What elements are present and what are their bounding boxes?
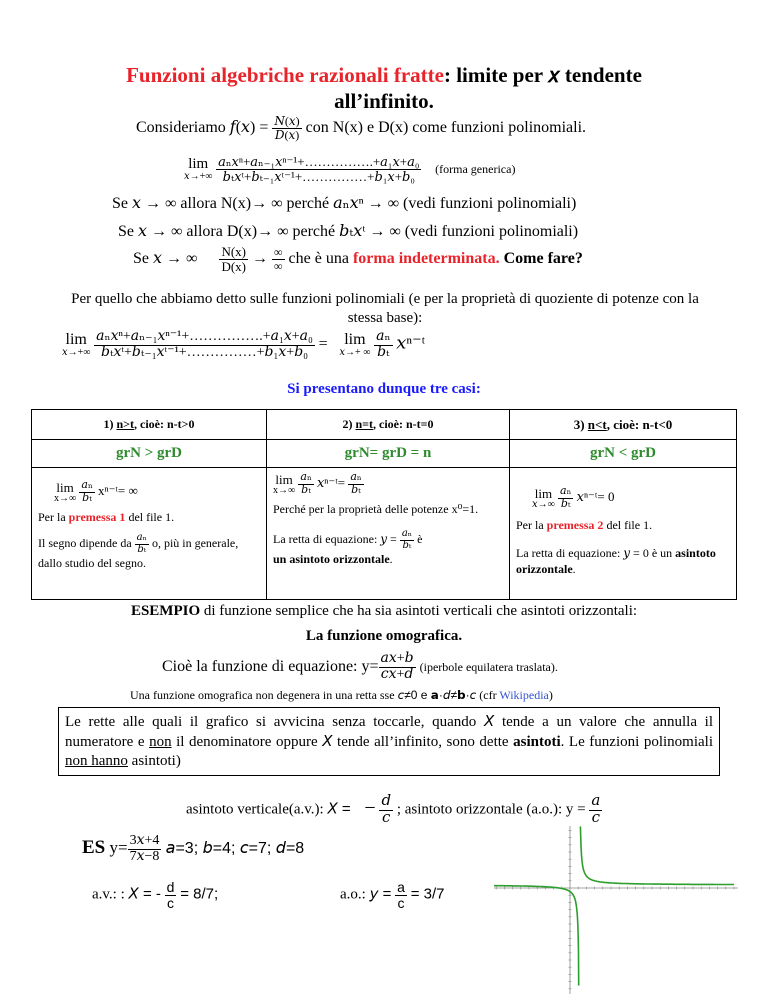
- asintoti-definition-box: Le rette alle quali il grafico si avvicina senza toccarle, quando 𝘟 tende a un valore che annulla il numeratore e non il denominatore oppure 𝘟 tende all’infinito, sono dette asintoti. Le funzioni polinomiali non hanno asintoti): [58, 707, 720, 776]
- intro-fraction: $\frac{\text{𝑁(𝑥)}}{\text{𝐷(𝑥)}}$: [274, 114, 300, 142]
- general-limit: lim 𝑥→+∞: [184, 155, 213, 182]
- general-note: (forma generica): [435, 161, 516, 176]
- example-heading: ESEMPIO di funzione semplice che ha sia asintoti verticali che asintoti orizzontali:: [130, 603, 638, 619]
- curve-right-branch: [580, 826, 734, 884]
- case1-body: lim x→∞ $\frac{\text{𝑎ₙ}}{\text{𝑏ₜ}}$ xⁿ⁻ᵗ= ∞ Per la premessa 1 del file 1. Il segno dipende da $\frac{\text{𝑎ₙ}}{\text{𝑏ₜ}}$ o, più in generale, dallo studio del segno.: [32, 468, 267, 600]
- case2-grado: grN= grD = n: [267, 440, 510, 468]
- line-denominator: Se 𝑥 → ∞ allora D(x)→ ∞ perché 𝑏ₜ𝑥ᵗ → ∞ (vedi funzioni polinomiali): [118, 223, 579, 240]
- intro-suffix: con N(x) e D(x) come funzioni polinomiali.: [305, 118, 587, 136]
- title-red: Funzioni algebriche razionali fratte: [126, 63, 444, 87]
- es-line: ES y= $\frac{\text{3𝑥+4}}{\text{7𝑥−8}}$ 𝘢=3; 𝘣=4; 𝘤=7; 𝘥=8: [82, 833, 305, 864]
- degenerate-note: Una funzione omografica non degenera in una retta sse 𝘤≠0 e 𝗮·𝘥≠𝗯·𝘤 (cfr Wikipedia): [130, 688, 553, 702]
- es-av: a.v.: : 𝘟 = - $\frac{d}{c}$ = 8/7;: [92, 879, 219, 911]
- title-line2: all’infinito.: [334, 89, 434, 113]
- limit-equation: lim 𝑥→+∞ $\frac{\text{𝑎ₙ𝑥ⁿ+𝑎ₙ₋₁𝑥ⁿ⁻¹+…………….+𝑎₁𝑥+𝑎₀}}{\text{𝑏ₜ𝑥ᵗ+𝑏ₜ₋₁𝑥ᵗ⁻¹+……………+𝑏₁𝑥+𝑏₀}}$ = lim 𝑥→+ ∞ $\frac{\text{𝑎ₙ}}{\text{𝑏ₜ}}$ 𝑥ⁿ⁻ᵗ: [62, 329, 426, 360]
- example-subheading: La funzione omografica.: [305, 628, 463, 644]
- general-form: [184, 155, 515, 183]
- intro-prefix: Consideriamo: [136, 118, 226, 136]
- indeterminate-form: forma indeterminata.: [352, 249, 500, 267]
- case1-grado: grN > grD: [32, 440, 267, 468]
- line-numerator: Se 𝑥 → ∞ allora N(x)→ ∞ perché 𝑎ₙ𝑥ⁿ → ∞ (vedi funzioni polinomiali): [112, 195, 577, 212]
- case1-header: 1) n>t, cioè: n-t>0: [32, 410, 267, 440]
- line-indeterminate: Se 𝑥 → ∞ $\frac{N(x)}{D(x)}$ → $\frac{\infty}{\infty}$ che è una forma indeterminata. Come fare?: [133, 244, 583, 274]
- omografica-equation: Cioè la funzione di equazione: y= $\frac{\text{𝑎𝑥+𝑏}}{\text{𝑐𝑥+𝑑}}$ (iperbole equilatera traslata).: [162, 651, 558, 682]
- intro-fx: 𝑓(𝑥) =: [229, 118, 269, 136]
- case3-grado: grN < grD: [510, 440, 737, 468]
- curve-left-branch: [494, 886, 579, 986]
- intro-line: [136, 115, 586, 141]
- paragraph: Per quello che abbiamo detto sulle funzioni polinomiali (e per la proprietà di quoziente di potenze con la stessa base):: [71, 291, 699, 326]
- hyperbola-graph: [494, 826, 738, 994]
- cases-table: [31, 409, 737, 600]
- general-fraction: $\frac{\text{𝑎ₙ𝑥ⁿ+𝑎ₙ₋₁𝑥ⁿ⁻¹+…………….+𝑎₁𝑥+𝑎₀}}{\text{𝑏ₜ𝑥ᵗ+𝑏ₜ₋₁𝑥ᵗ⁻¹+……………+𝑏₁𝑥+𝑏₀}}$: [218, 154, 420, 184]
- cases-heading: Si presentano dunque tre casi:: [287, 381, 481, 397]
- case3-header: 3) n<t, cioè: n-t<0: [510, 410, 737, 440]
- es-ao: a.o.: 𝘺 = $\frac{a}{c}$ = 3/7: [340, 879, 445, 911]
- case2-body: lim x→∞ $\frac{\text{𝑎ₙ}}{\text{𝑏ₜ}}$ 𝑥ⁿ⁻ᵗ= $\frac{\text{𝑎ₙ}}{\text{𝑏ₜ}}$ Perché per la proprietà delle potenze x⁰=1. La retta di equazione: 𝑦 = $\frac{\text{𝑎ₙ}}{\text{𝑏ₜ}}$ è un asintoto orizzontale.: [267, 468, 510, 600]
- wikipedia-link[interactable]: Wikipedia: [499, 688, 549, 702]
- page-title: [0, 62, 768, 114]
- case2-header: 2) n=t, cioè: n-t=0: [267, 410, 510, 440]
- title-black: : limite per 𝑥 tendente: [443, 63, 642, 87]
- case3-body: lim 𝑥→∞ $\frac{\text{𝑎ₙ}}{\text{𝑏ₜ}}$ 𝑥ⁿ⁻ᵗ= 0 Per la premessa 2 del file 1. La retta di equazione: 𝑦 = 0 è un asintoto orizzontale.: [510, 468, 737, 600]
- asymptote-formulas: asintoto verticale(a.v.): 𝘟 = − $\frac{\text{𝑑}}{\text{𝑐}}$ ; asintoto orizzontale (a.o.): y = $\frac{\text{𝑎}}{\text{𝑐}}$: [186, 793, 601, 826]
